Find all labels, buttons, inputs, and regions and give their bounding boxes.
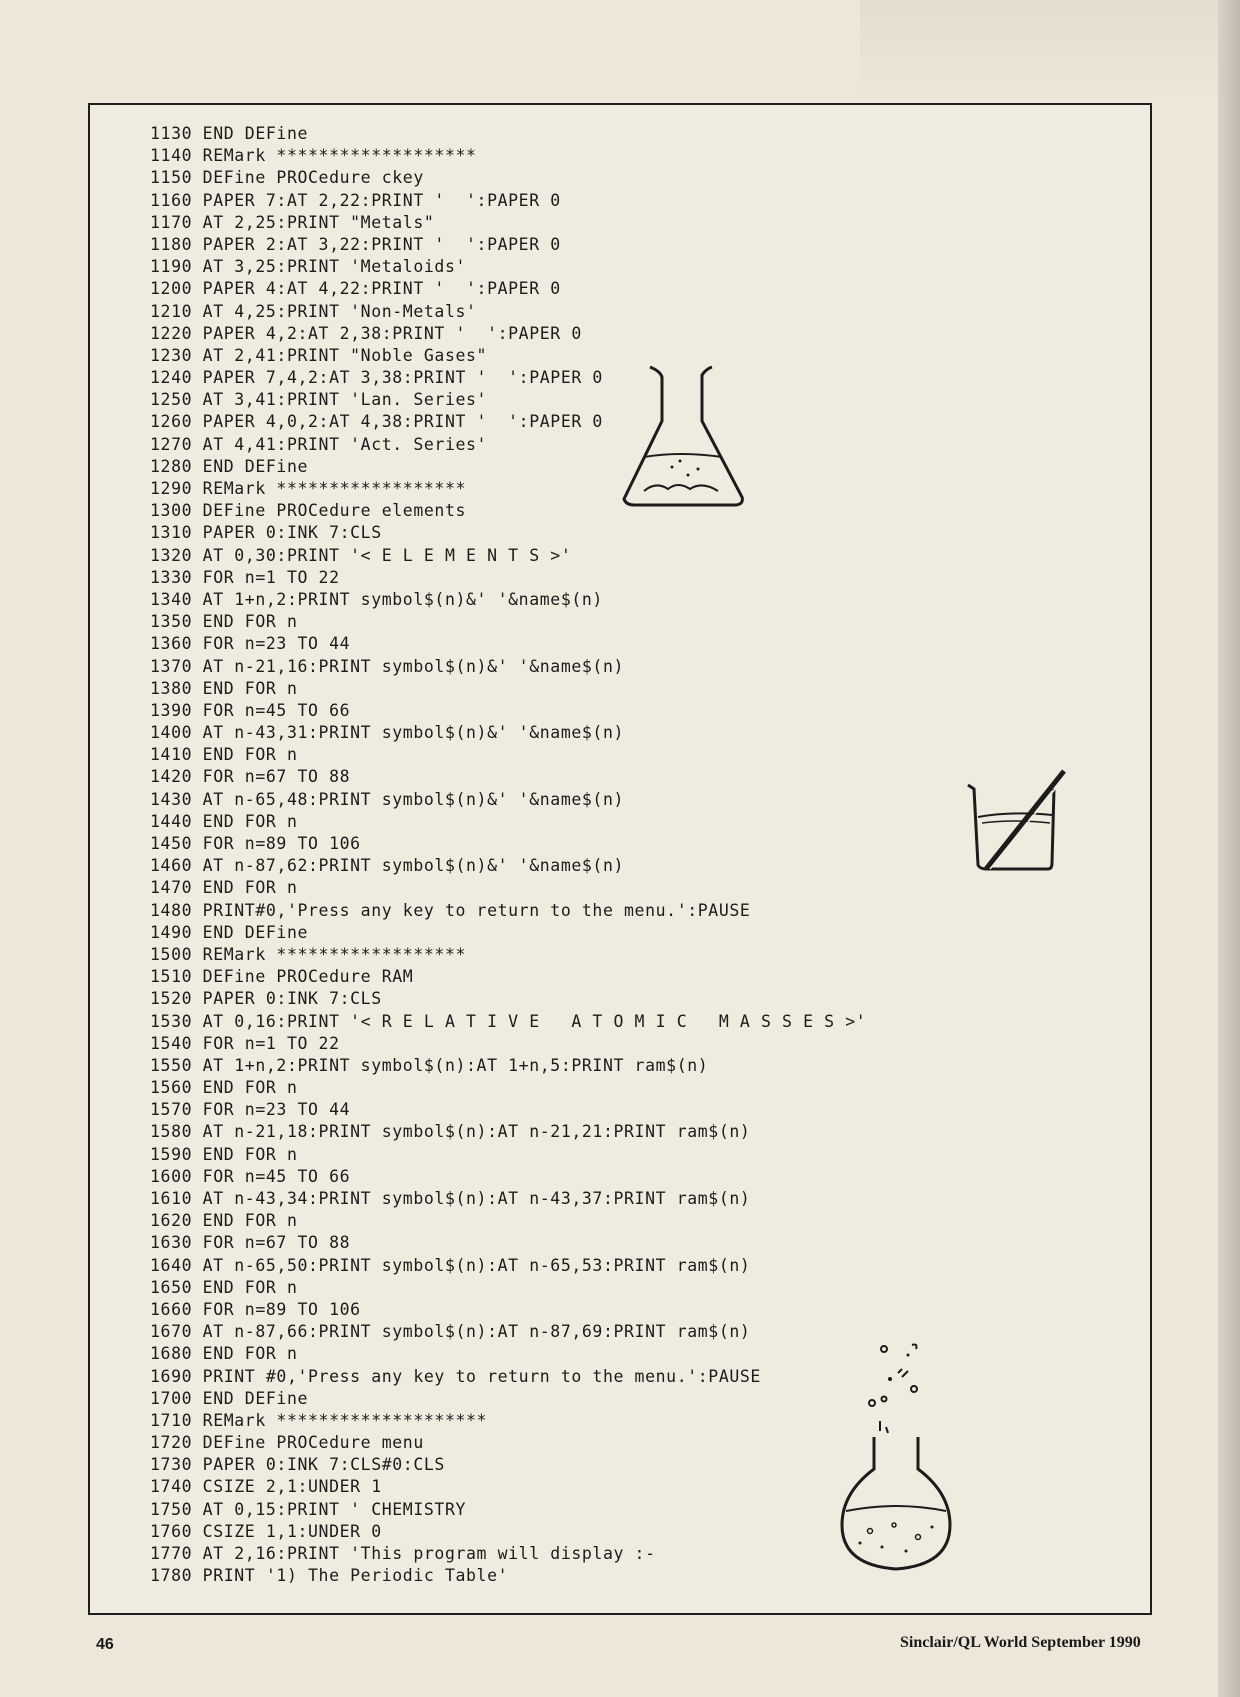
code-line: 1670 AT n-87,66:PRINT symbol$(n):AT n-87,69:PRINT ram$(n) (150, 1322, 751, 1342)
code-line: 1410 END FOR n (150, 745, 298, 765)
code-line: 1630 FOR n=67 TO 88 (150, 1233, 351, 1253)
code-line: 1180 PAPER 2:AT 3,22:PRINT ' ':PAPER 0 (150, 234, 561, 254)
code-line: 1290 REMark ****************** (150, 479, 467, 498)
code-line: 1730 PAPER 0:INK 7:CLS#0:CLS (150, 1455, 445, 1475)
code-line: 1380 END FOR n (150, 678, 298, 698)
code-line: 1490 END DEFine (150, 922, 309, 942)
code-line: 1750 AT 0,15:PRINT ' CHEMISTRY (150, 1499, 467, 1519)
code-listing (150, 123, 866, 1587)
publication-footer: Sinclair/QL World September 1990 (900, 1634, 1141, 1651)
code-line: 1710 REMark ******************** (150, 1410, 488, 1430)
code-line: 1260 PAPER 4,0,2:AT 4,38:PRINT ' ':PAPER 0 (150, 412, 603, 432)
code-line: 1660 FOR n=89 TO 106 (150, 1299, 361, 1319)
code-line: 1510 DEFine PROCedure RAM (150, 967, 414, 987)
code-line: 1430 AT n-65,48:PRINT symbol$(n)&' '&name$(n) (150, 789, 625, 809)
code-line: 1300 DEFine PROCedure elements (150, 501, 467, 521)
code-line: 1500 REMark ****************** (150, 944, 467, 964)
code-line: 1210 AT 4,25:PRINT 'Non-Metals' (150, 301, 477, 321)
code-line: 1270 AT 4,41:PRINT 'Act. Series' (150, 434, 488, 454)
code-line: 1320 AT 0,30:PRINT '< E L E M E N T S >' (150, 545, 572, 565)
code-line: 1570 FOR n=23 TO 44 (150, 1100, 351, 1120)
code-line: 1400 AT n-43,31:PRINT symbol$(n)&' '&name$(n) (150, 723, 625, 743)
code-line: 1370 AT n-21,16:PRINT symbol$(n)&' '&name$(n) (150, 656, 625, 676)
code-line: 1580 AT n-21,18:PRINT symbol$(n):AT n-21,21:PRINT ram$(n) (150, 1122, 751, 1142)
code-line: 1150 DEFine PROCedure ckey (150, 168, 424, 188)
code-line: 1160 PAPER 7:AT 2,22:PRINT ' ':PAPER 0 (150, 190, 561, 210)
code-line: 1540 FOR n=1 TO 22 (150, 1033, 340, 1053)
code-line: 1280 END DEFine (150, 456, 309, 476)
round-bottom-flask-icon (836, 1341, 966, 1581)
page-edge (1218, 0, 1240, 1697)
code-line: 1220 PAPER 4,2:AT 2,38:PRINT ' ':PAPER 0 (150, 323, 582, 343)
code-line: 1590 END FOR n (150, 1144, 298, 1164)
code-line: 1420 FOR n=67 TO 88 (150, 767, 351, 787)
code-line: 1680 END FOR n (150, 1344, 298, 1364)
code-line: 1200 PAPER 4:AT 4,22:PRINT ' ':PAPER 0 (150, 279, 561, 299)
code-line: 1480 PRINT#0,'Press any key to return to the menu.':PAUSE (150, 900, 751, 920)
code-line: 1520 PAPER 0:INK 7:CLS (150, 989, 382, 1009)
code-line: 1550 AT 1+n,2:PRINT symbol$(n):AT 1+n,5:PRINT ram$(n) (150, 1055, 709, 1075)
code-line: 1170 AT 2,25:PRINT "Metals" (150, 212, 435, 232)
code-line: 1190 AT 3,25:PRINT 'Metaloids' (150, 257, 467, 277)
code-line: 1530 AT 0,16:PRINT '< R E L A T I V E A T O M I C M A S S E S >' (150, 1011, 867, 1031)
code-line: 1720 DEFine PROCedure menu (150, 1433, 424, 1453)
code-line: 1230 AT 2,41:PRINT "Noble Gases" (150, 345, 488, 365)
code-line: 1140 REMark ******************* (150, 146, 477, 166)
code-line: 1450 FOR n=89 TO 106 (150, 834, 361, 853)
code-line: 1640 AT n-65,50:PRINT symbol$(n):AT n-65,53:PRINT ram$(n) (150, 1255, 751, 1275)
code-line: 1250 AT 3,41:PRINT 'Lan. Series' (150, 390, 488, 410)
conical-flask-icon (620, 363, 750, 513)
code-line: 1460 AT n-87,62:PRINT symbol$(n)&' '&name$(n) (150, 856, 625, 876)
code-line: 1360 FOR n=23 TO 44 (150, 634, 351, 654)
faded-background-print (860, 0, 1220, 100)
code-line: 1310 PAPER 0:INK 7:CLS (150, 523, 382, 543)
code-line: 1610 AT n-43,34:PRINT symbol$(n):AT n-43,37:PRINT ram$(n) (150, 1189, 751, 1208)
code-line: 1330 FOR n=1 TO 22 (150, 567, 340, 587)
code-line: 1600 FOR n=45 TO 66 (150, 1166, 351, 1186)
beaker-with-thermometer-icon (964, 765, 1074, 875)
code-line: 1130 END DEFine (150, 124, 309, 143)
code-line: 1740 CSIZE 2,1:UNDER 1 (150, 1477, 382, 1497)
code-line: 1760 CSIZE 1,1:UNDER 0 (150, 1521, 382, 1541)
code-line: 1390 FOR n=45 TO 66 (150, 700, 351, 720)
code-line: 1340 AT 1+n,2:PRINT symbol$(n)&' '&name$(n) (150, 589, 603, 609)
code-listing-frame (88, 103, 1152, 1615)
code-line: 1350 END FOR n (150, 612, 298, 632)
code-line: 1650 END FOR n (150, 1277, 298, 1297)
code-line: 1620 END FOR n (150, 1211, 298, 1231)
page-number: 46 (96, 1636, 114, 1653)
code-line: 1780 PRINT '1) The Periodic Table' (150, 1566, 509, 1586)
code-line: 1470 END FOR n (150, 878, 298, 898)
code-line: 1560 END FOR n (150, 1078, 298, 1098)
code-line: 1440 END FOR n (150, 811, 298, 831)
code-line: 1700 END DEFine (150, 1388, 309, 1408)
code-line: 1690 PRINT #0,'Press any key to return to the menu.':PAUSE (150, 1366, 761, 1386)
code-line: 1770 AT 2,16:PRINT 'This program will display :- (150, 1544, 656, 1563)
code-line: 1240 PAPER 7,4,2:AT 3,38:PRINT ' ':PAPER 0 (150, 368, 603, 388)
